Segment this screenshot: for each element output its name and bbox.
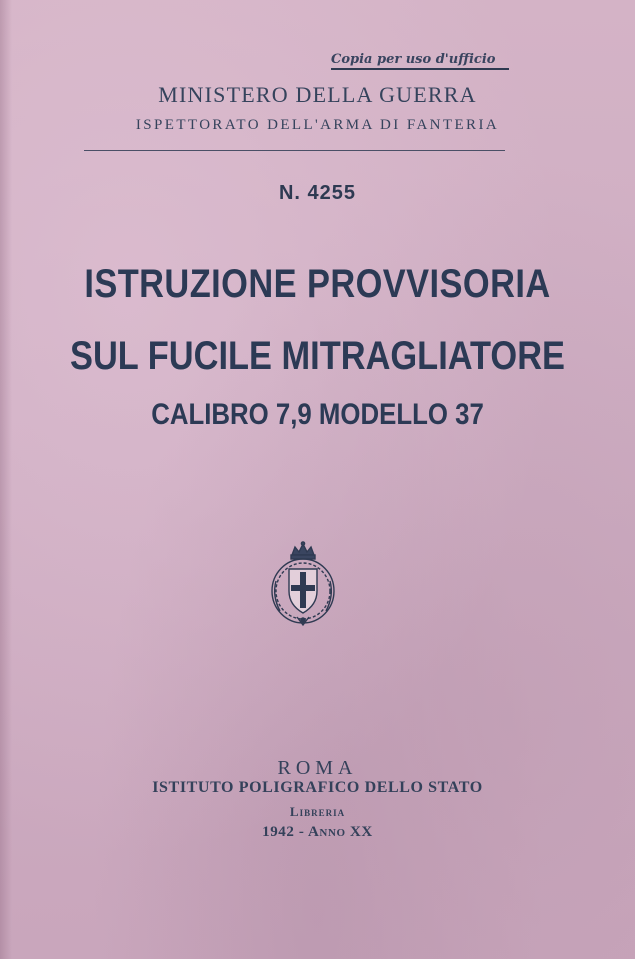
office-copy-stamp: Copia per uso d'ufficio (331, 52, 509, 70)
title-line-1: ISTRUZIONE PROVVISORIA (84, 262, 551, 306)
imprint-publisher: ISTITUTO POLIGRAFICO DELLO STATO (152, 779, 483, 796)
title-line-2: SUL FUCILE MITRAGLIATORE (70, 334, 565, 378)
imprint-city: ROMA (277, 757, 358, 779)
imprint-year: 1942 - Anno XX (262, 824, 373, 840)
ministry-heading: MINISTERO DELLA GUERRA (158, 82, 477, 107)
document-number: N. 4255 (278, 182, 357, 204)
header-divider (84, 150, 505, 151)
royal-coat-of-arms-icon (268, 541, 338, 627)
imprint-department: Libreria (289, 804, 346, 819)
inspectorate-heading: ISPETTORATO DELL'ARMA DI FANTERIA (135, 117, 500, 133)
title-line-3: CALIBRO 7,9 MODELLO 37 (151, 398, 484, 431)
